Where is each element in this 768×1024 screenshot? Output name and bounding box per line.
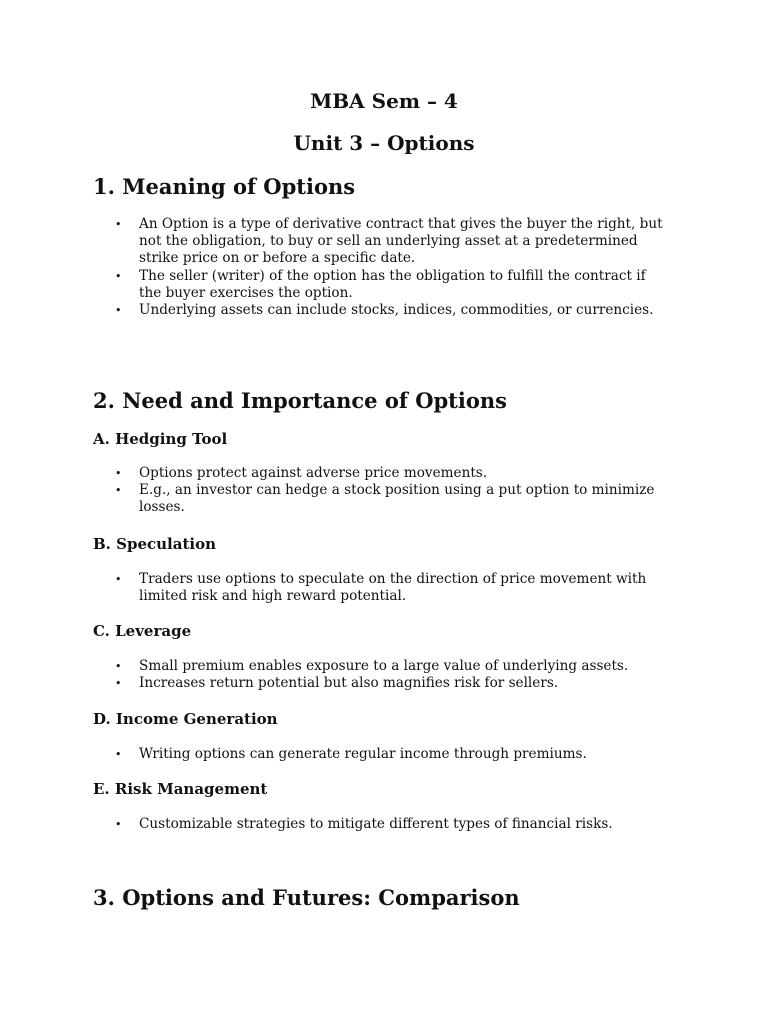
section-heading-need-importance: 2. Need and Importance of Options bbox=[93, 388, 507, 413]
list-item: • Underlying assets can include stocks, indices, commodities, or currencies. bbox=[0, 302, 669, 319]
subsection-heading-speculation: B. Speculation bbox=[93, 535, 216, 553]
bullet-list-speculation bbox=[0, 571, 669, 605]
bullet-list-meaning bbox=[0, 216, 669, 319]
bullet-list-income-generation bbox=[0, 746, 669, 763]
list-item: • Options protect against adverse price movements. bbox=[0, 465, 669, 482]
course-title: MBA Sem – 4 bbox=[310, 89, 458, 113]
unit-title: Unit 3 – Options bbox=[293, 131, 475, 155]
subsection-heading-income-generation: D. Income Generation bbox=[93, 710, 278, 728]
bullet-list-risk-management bbox=[0, 816, 669, 833]
subsection-heading-risk-management: E. Risk Management bbox=[93, 780, 268, 798]
list-item: • An Option is a type of derivative contract that gives the buyer the right, but not the obligation, to buy or sell an underlying asset at a predetermined strike price on or before a specific date. bbox=[0, 216, 669, 268]
list-item: • The seller (writer) of the option has the obligation to fulfill the contract if the buyer exercises the option. bbox=[0, 268, 669, 302]
subsection-heading-hedging: A. Hedging Tool bbox=[93, 430, 228, 448]
bullet-list-hedging bbox=[0, 465, 669, 517]
subsection-heading-leverage: C. Leverage bbox=[93, 622, 192, 640]
list-item: • E.g., an investor can hedge a stock position using a put option to minimize losses. bbox=[0, 482, 669, 516]
list-item: • Small premium enables exposure to a large value of underlying assets. bbox=[0, 658, 669, 675]
section-heading-meaning: 1. Meaning of Options bbox=[93, 174, 356, 199]
list-item: • Increases return potential but also magnifies risk for sellers. bbox=[0, 675, 669, 692]
section-heading-comparison: 3. Options and Futures: Comparison bbox=[93, 885, 520, 910]
list-item: • Traders use options to speculate on the direction of price movement with limited risk and high reward potential. bbox=[0, 571, 669, 605]
list-item: • Writing options can generate regular income through premiums. bbox=[0, 746, 669, 763]
list-item: • Customizable strategies to mitigate different types of financial risks. bbox=[0, 816, 669, 833]
bullet-list-leverage bbox=[0, 658, 669, 692]
